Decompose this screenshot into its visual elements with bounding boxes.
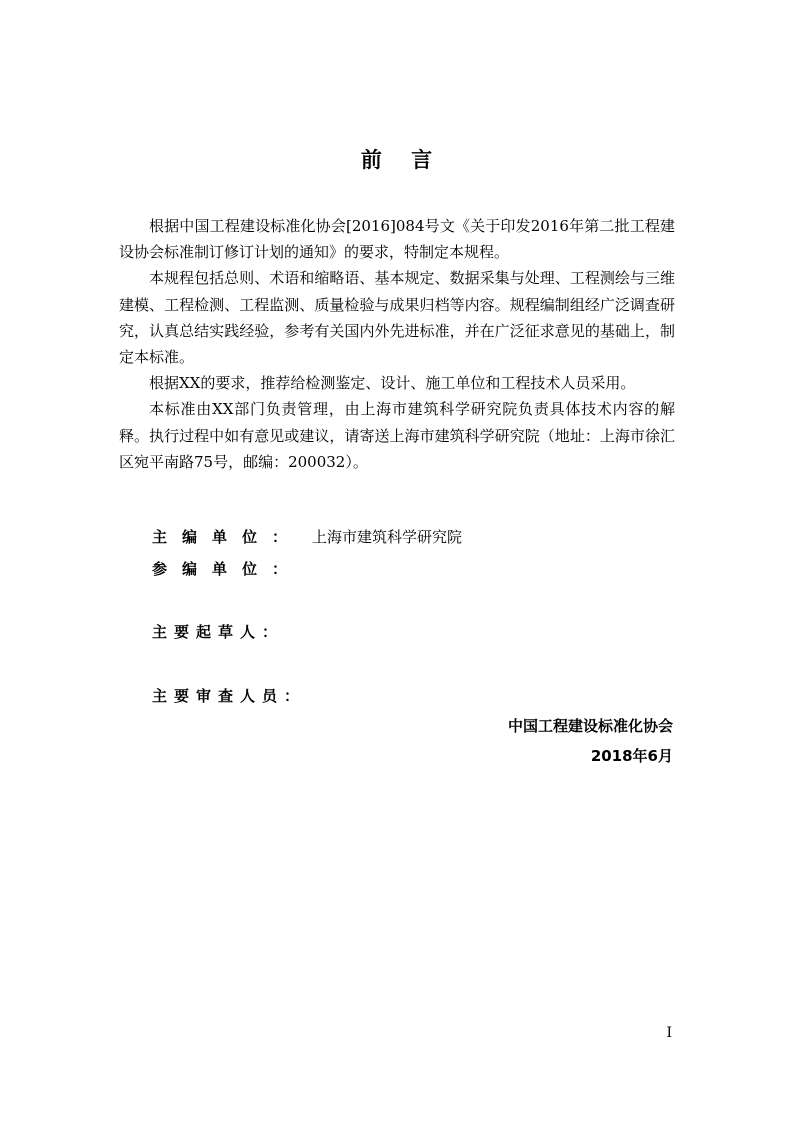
paragraph-2: 本规程包括总则、术语和缩略语、基本规定、数据采集与处理、工程测绘与三维建模、工程检测、工程监测、质量检验与成果归档等内容。规程编制组经广泛调查研究，认真总结实践经验，参考有关国内外先进标准，并在广泛征求意见的基础上，制定本标准。 — [119, 269, 675, 367]
role-participating — [152, 557, 312, 581]
foreword-body — [119, 213, 675, 475]
page-title: 前 言 — [360, 148, 433, 172]
signature-date: 2018年6月 — [590, 747, 673, 765]
paragraph-4: 本标准由XX部门负责管理，由上海市建筑科学研究院负责具体技术内容的解释。执行过程中如有意见或建议，请寄送上海市建筑科学研究院（地址：上海市徐汇区宛平南路75号，邮编：200032）。 — [119, 400, 675, 471]
role-participating-label: 参编单位： — [152, 560, 303, 578]
role-reviewers — [152, 684, 316, 708]
role-drafters-label: 主要起草人： — [152, 623, 285, 641]
role-drafters — [152, 620, 294, 644]
role-chief-editor — [152, 525, 462, 549]
page-number: I — [666, 1025, 672, 1041]
paragraph-3: 根据XX的要求，推荐给检测鉴定、设计、施工单位和工程技术人员采用。 — [149, 374, 636, 393]
signature-organization: 中国工程建设标准化协会 — [507, 717, 673, 735]
role-chief-editor-value: 上海市建筑科学研究院 — [312, 528, 463, 546]
paragraph-1: 根据中国工程建设标准化协会[2016]084号文《关于印发2016年第二批工程建设协会标准制订修订计划的通知》的要求，特制定本规程。 — [119, 217, 675, 262]
role-reviewers-label: 主要审查人员： — [152, 687, 307, 705]
role-chief-editor-label: 主编单位： — [152, 528, 303, 546]
